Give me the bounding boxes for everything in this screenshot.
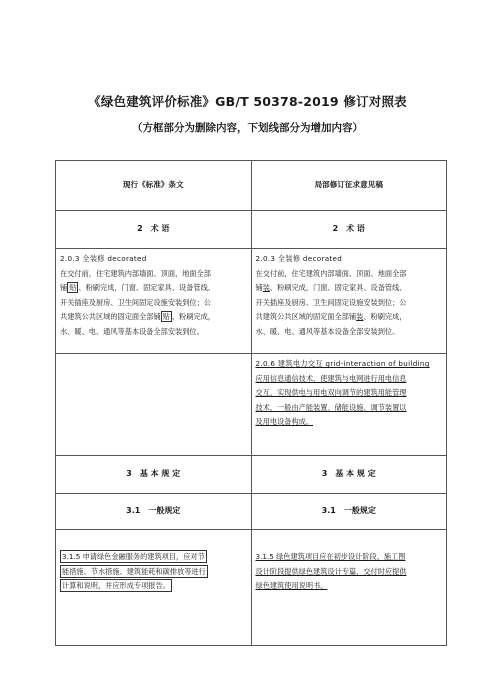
clause-line: 水、暖、电、通风等基本设备全部安装到位。 bbox=[60, 326, 204, 336]
section-3-left: 3 基 本 规 定 bbox=[56, 456, 252, 494]
clause-line bbox=[60, 310, 247, 325]
clause-line bbox=[60, 281, 247, 296]
deleted-text-block bbox=[60, 550, 247, 594]
subsection-3-1-right: 3.1 一般规定 bbox=[251, 494, 447, 530]
added-text: 设计阶段提供绿色建筑设计专篇，交付时应提供 bbox=[255, 566, 407, 576]
clause-2-0-3-draft bbox=[251, 249, 447, 354]
clause-line: 水、暖、电、通风等基本设备全部安装到位。 bbox=[255, 326, 400, 336]
added-text: 装 bbox=[262, 283, 270, 293]
clause-2-0-6-current-empty bbox=[56, 354, 252, 456]
clause-line: 开关插座及厨房、卫生间固定设施安装到位；公 bbox=[60, 297, 211, 307]
table-row bbox=[56, 249, 447, 354]
table-row bbox=[56, 354, 447, 456]
table-row bbox=[56, 494, 447, 530]
text: 、粉刷完成，门窗、固定家具、设备管线、 bbox=[78, 283, 215, 293]
document-title: 《绿色建筑评价标准》GB/T 50378-2019 修订对照表 bbox=[88, 94, 407, 109]
clause-3-1-5-current bbox=[56, 530, 252, 646]
text: 能措施、节水措施、建筑能耗和碳排放等进行 bbox=[62, 566, 206, 576]
clause-2-0-3-current bbox=[56, 249, 252, 354]
text: 计算和说明，并应形成专项报告。 bbox=[62, 581, 170, 591]
text: 、粉刷完成，门窗、固定家具、设备管线、 bbox=[269, 283, 407, 293]
revision-comparison-table bbox=[55, 160, 447, 646]
subsection-3-1-left: 3.1 一般规定 bbox=[56, 494, 252, 530]
text: 3.1.5 申请绿色金融服务的建筑项目，应对节 bbox=[62, 552, 205, 561]
text: 、粉刷完成， bbox=[171, 312, 215, 322]
clause-line bbox=[256, 281, 443, 296]
table-header-row bbox=[56, 161, 447, 211]
col-header-current: 现行《标准》条文 bbox=[56, 161, 252, 211]
clause-2-0-6-draft bbox=[251, 354, 447, 456]
text: 铺 bbox=[60, 283, 68, 293]
clause-line: 开关插座及厨房、卫生间固定设施安装到位；公 bbox=[255, 297, 407, 307]
text: 共建筑公共区域的固定面全部铺 bbox=[60, 312, 161, 322]
section-2-left: 2 术 语 bbox=[56, 211, 252, 249]
clause-heading: 2.0.3 全装修 decorated bbox=[60, 254, 147, 263]
added-text: 交互，实现供电与用电双向调节的建筑用能管理 bbox=[255, 388, 407, 398]
added-text: 3.1.5 绿色建筑项目应在初步设计阶段、施工图 bbox=[255, 552, 406, 561]
document-subtitle: （方框部分为删除内容，下划线部分为增加内容） bbox=[132, 122, 363, 134]
deleted-text-box bbox=[60, 550, 208, 592]
deleted-text-box: 贴 bbox=[69, 283, 77, 293]
deleted-text-box: 贴 bbox=[162, 312, 170, 322]
clause-3-1-5-draft bbox=[251, 530, 447, 646]
table-row bbox=[56, 211, 447, 249]
added-text: 绿色建筑使用说明书。 bbox=[255, 581, 328, 591]
added-text: 应用信息通信技术，使建筑与电网进行用电信息 bbox=[255, 373, 407, 383]
section-3-right: 3 基 本 规 定 bbox=[251, 456, 447, 494]
clause-heading: 2.0.3 全装修 decorated bbox=[255, 254, 343, 263]
table-row bbox=[56, 456, 447, 494]
clause-line bbox=[256, 310, 443, 325]
clause-line: 在交付前，住宅建筑内部墙面、顶面、地面全部 bbox=[255, 268, 407, 278]
added-text: 及用电设备构成。 bbox=[255, 417, 314, 427]
section-2-right: 2 术 语 bbox=[251, 211, 447, 249]
text: 铺 bbox=[255, 283, 263, 293]
text: 、粉刷完成， bbox=[363, 312, 407, 322]
added-text: 装 bbox=[356, 312, 364, 322]
table-row bbox=[56, 530, 447, 646]
added-text: 2.0.6 建筑电力交互 grid-interaction of building bbox=[255, 359, 430, 368]
text: 共建筑公共区域的固定面全部铺 bbox=[255, 312, 357, 322]
clause-line: 在交付前，住宅建筑内部墙面、顶面、地面全部 bbox=[60, 268, 211, 278]
added-text: 技术，一般由产能装置、储能设施、调节装置以 bbox=[255, 402, 407, 412]
col-header-draft: 局部修订征求意见稿 bbox=[251, 161, 447, 211]
